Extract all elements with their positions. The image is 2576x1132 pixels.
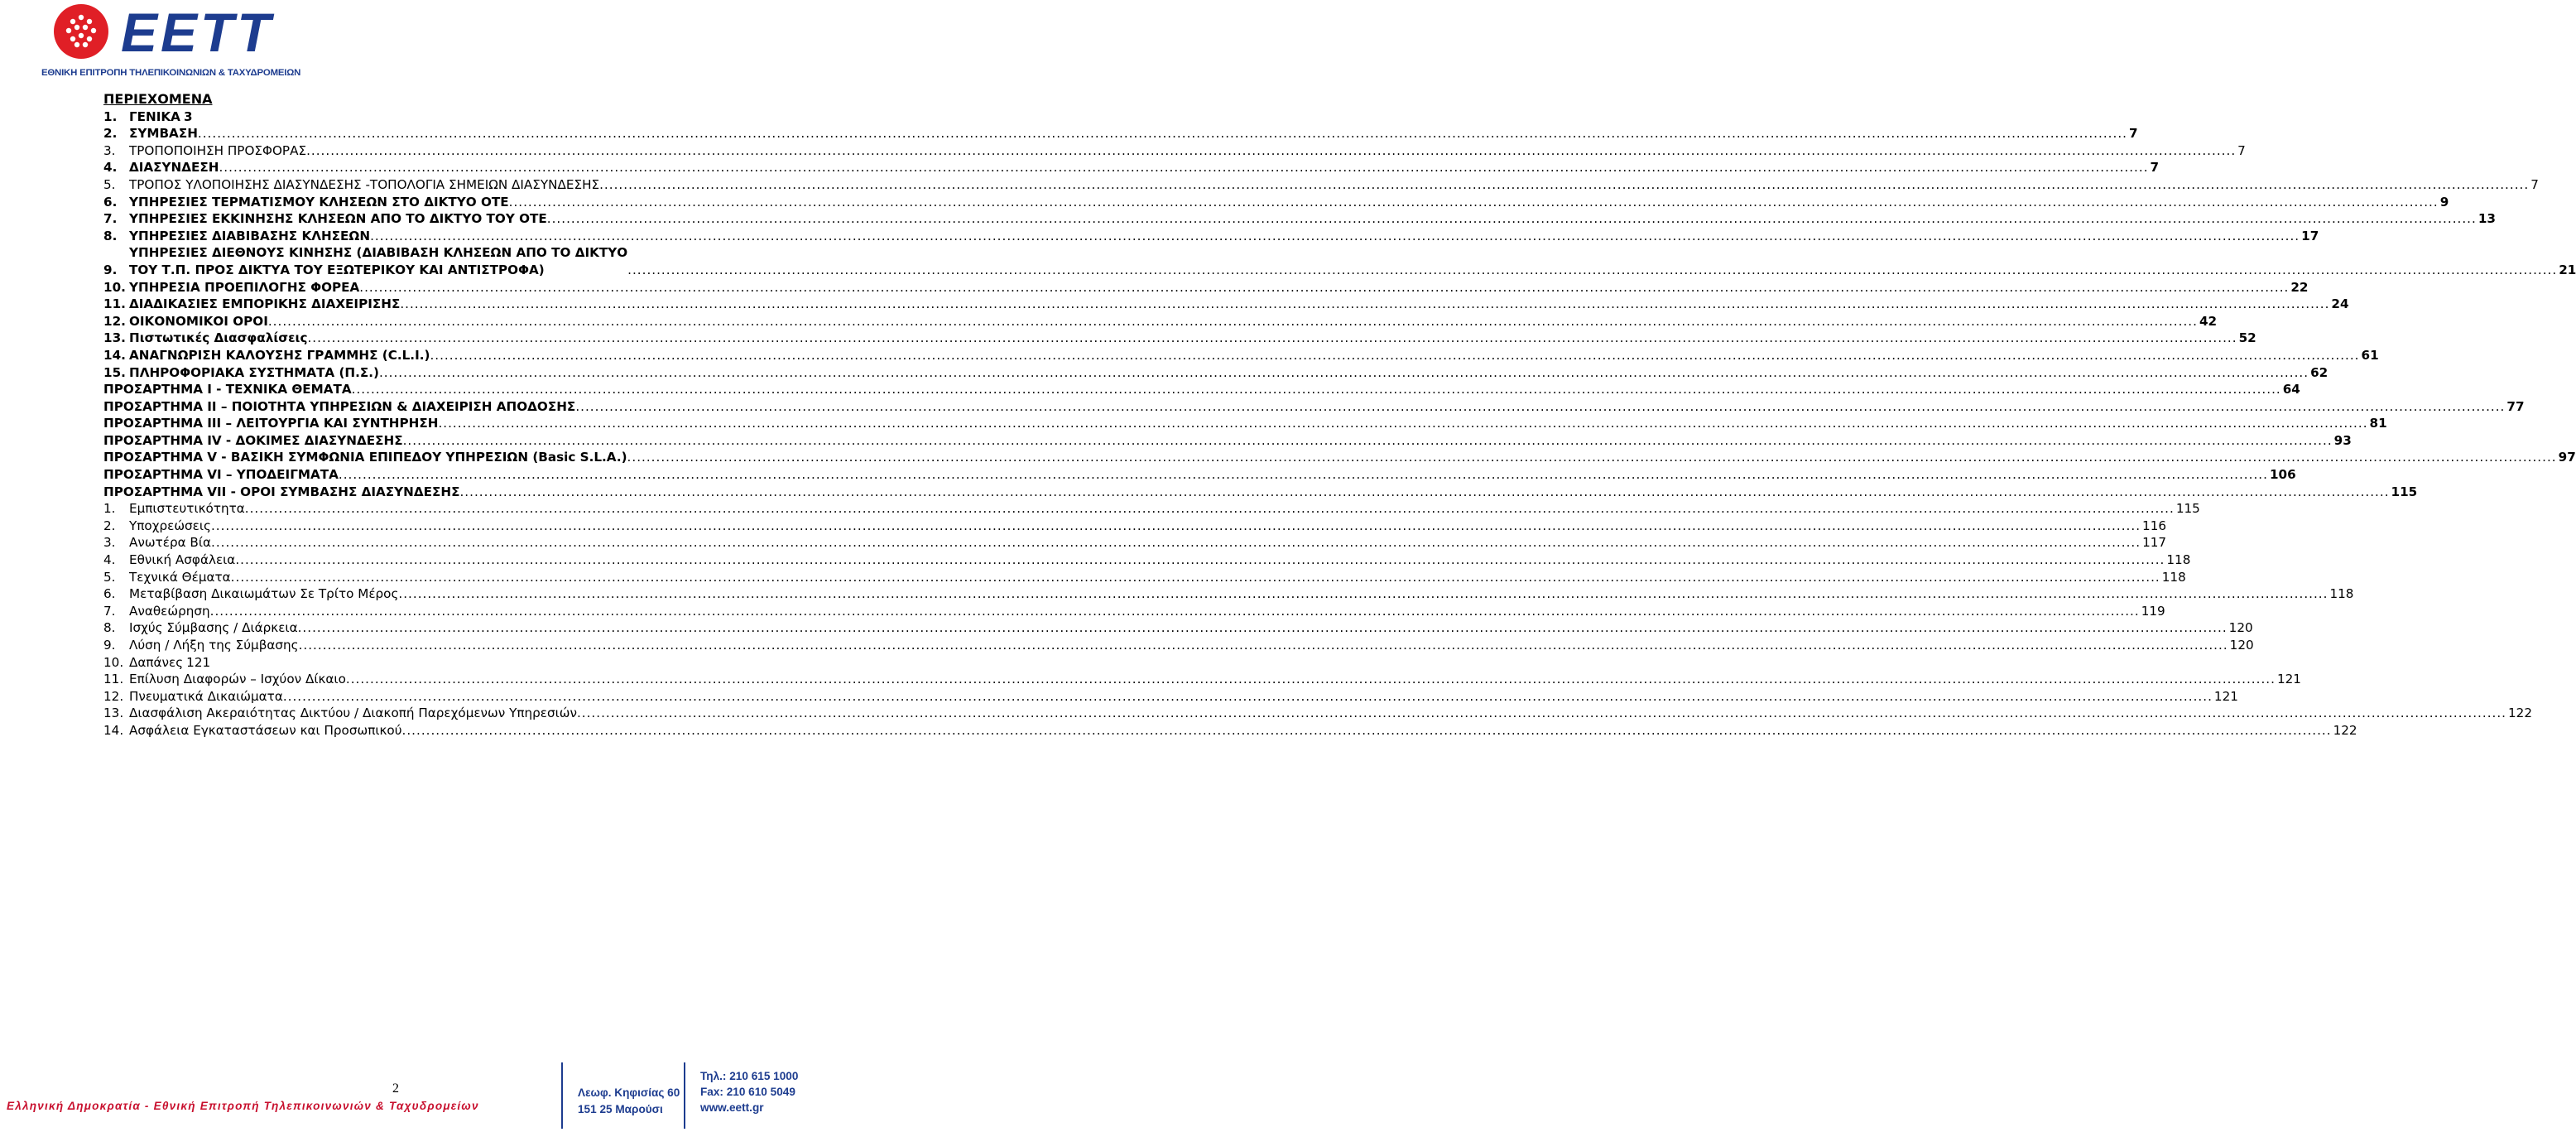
toc-dot-leader: ................................................................................................................................................................................................................................................................................................................................................................................................................ xyxy=(627,450,2557,465)
page-number: 2 xyxy=(392,1081,399,1096)
toc-entry-title: ΠΛΗΡΟΦΟΡΙΑΚΑ ΣΥΣΤΗΜΑΤΑ (Π.Σ.) xyxy=(129,364,379,380)
toc-entry-page: 120 xyxy=(2228,620,2253,636)
toc-entry[interactable] xyxy=(103,585,2354,603)
toc-entry-number: 10. xyxy=(103,279,126,295)
toc-entry-page: 119 xyxy=(2141,603,2165,619)
toc-entry-number: 7. xyxy=(103,603,116,619)
toc-dot-leader: ................................................................................................................................................................................................................................................................................................................................................................................................................ xyxy=(230,569,2160,585)
toc-entry-title: ΟΙΚΟΝΟΜΙΚΟΙ ΟΡΟΙ xyxy=(129,313,268,329)
toc-entry-page: 122 xyxy=(2333,722,2357,738)
toc-entry[interactable] xyxy=(103,705,2533,722)
toc-dot-leader: ................................................................................................................................................................................................................................................................................................................................................................................................................ xyxy=(235,552,2165,568)
toc-list xyxy=(103,108,2576,739)
toc-entry-number: 1. xyxy=(103,108,118,124)
toc-entry[interactable] xyxy=(103,210,2496,228)
toc-entry[interactable] xyxy=(103,449,2576,466)
toc-entry[interactable] xyxy=(103,518,2167,535)
address-line: 151 25 Μαρούσι xyxy=(578,1103,663,1115)
toc-entry-page: 121 xyxy=(186,654,211,670)
eett-logo xyxy=(41,2,301,81)
toc-entry-number: 9. xyxy=(103,638,116,653)
footer-band-text: Ελληνική Δημοκρατία - Εθνική Επιτροπή Τηλεπικοινωνιών & Ταχυδρομείων xyxy=(7,1100,479,1112)
toc-entry-number: 14. xyxy=(103,722,124,738)
toc-entry-number: 4. xyxy=(103,552,116,568)
toc-entry[interactable] xyxy=(103,432,2352,450)
toc-entry-title: ΔΙΑΣΥΝΔΕΣΗ xyxy=(129,160,219,176)
toc-entry-title: Τεχνικά Θέματα xyxy=(129,569,231,585)
toc-dot-leader: ................................................................................................................................................................................................................................................................................................................................................................................................................ xyxy=(627,262,2558,277)
toc-dot-leader: ................................................................................................................................................................................................................................................................................................................................................................................................................ xyxy=(576,706,2507,721)
footer-divider xyxy=(684,1062,685,1129)
toc-entry-page: 21 xyxy=(2559,262,2576,277)
toc-entry-number: 8. xyxy=(103,228,118,243)
toc-entry-number: 3. xyxy=(103,142,116,158)
toc-entry-title: ΔΙΑΔΙΚΑΣΙΕΣ ΕΜΠΟΡΙΚΗΣ ΔΙΑΧΕΙΡΙΣΗΣ xyxy=(129,296,401,312)
toc-dot-leader: ................................................................................................................................................................................................................................................................................................................................................................................................................ xyxy=(351,382,2281,397)
toc-entry-title: ΥΠΗΡΕΣΙΕΣ ΔΙΑΒΙΒΑΣΗΣ ΚΛΗΣΕΩΝ xyxy=(129,228,371,243)
toc-entry-title: ΣΥΜΒΑΣΗ xyxy=(129,126,198,142)
toc-entry-number: 3. xyxy=(103,535,116,551)
toc-entry[interactable] xyxy=(103,415,2387,432)
toc-dot-leader: ................................................................................................................................................................................................................................................................................................................................................................................................................ xyxy=(438,416,2368,431)
toc-entry[interactable] xyxy=(103,244,2576,278)
toc-dot-leader: ................................................................................................................................................................................................................................................................................................................................................................................................................ xyxy=(307,330,2237,346)
toc-entry-title xyxy=(129,244,627,278)
toc-entry-title: ΥΠΗΡΕΣΙΕΣ ΕΚΚΙΝΗΣΗΣ ΚΛΗΣΕΩΝ ΑΠΟ ΤΟ ΔΙΚΤΥΟ ΤΟΥ ΟΤΕ xyxy=(129,211,547,227)
toc-entry[interactable] xyxy=(103,176,2539,194)
toc-dot-leader: ................................................................................................................................................................................................................................................................................................................................................................................................................ xyxy=(211,535,2141,551)
toc-entry-title: Ανωτέρα Βία xyxy=(129,535,211,551)
toc-entry-page: 7 xyxy=(2530,176,2539,192)
toc-entry-page: 120 xyxy=(2229,638,2254,653)
phone-number: Τηλ.: 210 615 1000 xyxy=(700,1070,799,1082)
toc-entry-number: 11. xyxy=(103,672,124,687)
toc-dot-leader: ................................................................................................................................................................................................................................................................................................................................................................................................................ xyxy=(297,620,2228,636)
toc-entry[interactable] xyxy=(103,330,2256,347)
toc-dot-leader: ................................................................................................................................................................................................................................................................................................................................................................................................................ xyxy=(575,398,2506,414)
toc-entry-title: ΥΠΗΡΕΣΙΑ ΠΡΟΕΠΙΛΟΓΗΣ ΦΟΡΕΑ xyxy=(129,279,360,295)
toc-entry-page: 7 xyxy=(2150,160,2160,176)
toc-entry-number: 14. xyxy=(103,347,126,363)
toc-dot-leader: ................................................................................................................................................................................................................................................................................................................................................................................................................ xyxy=(599,176,2530,192)
toc-entry-title: ΠΡΟΣΑΡΤΗΜΑ Ι - ΤΕΧΝΙΚΑ ΘΕΜΑΤΑ xyxy=(103,382,352,397)
toc-entry-title: Ισχύς Σύμβασης / Διάρκεια xyxy=(129,620,298,636)
toc-dot-leader: ................................................................................................................................................................................................................................................................................................................................................................................................................ xyxy=(430,347,2360,363)
toc-entry[interactable] xyxy=(103,466,2296,484)
toc-entry-page: 81 xyxy=(2369,416,2387,431)
toc-dot-leader: ................................................................................................................................................................................................................................................................................................................................................................................................................ xyxy=(338,467,2268,483)
toc-entry-title: Διασφάλιση Ακεραιότητας Δικτύου / Διακοπή Παρεχόμενων Υπηρεσιών xyxy=(129,706,577,721)
toc-dot-leader: ................................................................................................................................................................................................................................................................................................................................................................................................................ xyxy=(459,484,2390,499)
toc-entry-title: Πιστωτικές Διασφαλίσεις xyxy=(129,330,308,346)
toc-entry-number: 12. xyxy=(103,313,126,329)
toc-entry-title: ΠΡΟΣΑΡΤΗΜΑ ΙΙ – ΠΟΙΟΤΗΤΑ ΥΠΗΡΕΣΙΩΝ & ΔΙΑΧΕΙΡΙΣΗ ΑΠΟΔΟΣΗΣ xyxy=(103,398,576,414)
toc-entry-number: 7. xyxy=(103,211,118,227)
toc-entry-page: 7 xyxy=(2128,126,2138,142)
toc-entry[interactable] xyxy=(103,619,2253,637)
logo-wordmark: ΕΕΤΤ xyxy=(121,2,274,63)
toc-entry-title: Υποχρεώσεις xyxy=(129,518,211,533)
toc-entry-title: ΤΡΟΠΟΠΟΙΗΣΗ ΠΡΟΣΦΟΡΑΣ xyxy=(129,142,307,158)
toc-entry[interactable] xyxy=(103,688,2238,706)
toc-dot-leader: ................................................................................................................................................................................................................................................................................................................................................................................................................ xyxy=(508,194,2439,210)
toc-entry-number: 8. xyxy=(103,620,116,636)
toc-entry-title: Αναθεώρηση xyxy=(129,603,210,619)
toc-dot-leader: ................................................................................................................................................................................................................................................................................................................................................................................................................ xyxy=(546,211,2477,227)
toc-entry-page: 42 xyxy=(2199,313,2218,329)
toc-dot-leader: ................................................................................................................................................................................................................................................................................................................................................................................................................ xyxy=(197,126,2127,142)
toc-entry-number: 11. xyxy=(103,296,126,312)
toc-entry[interactable] xyxy=(103,671,2301,688)
toc-entry-page: 122 xyxy=(2508,706,2533,721)
toc-entry-page: 118 xyxy=(2329,586,2354,602)
toc-entry-title-line: ΤΟΥ Τ.Π. ΠΡΟΣ ΔΙΚΤΥΑ ΤΟΥ ΕΞΩΤΕΡΙΚΟΥ ΚΑΙ ΑΝΤΙΣΤΡΟΦΑ) xyxy=(129,262,545,277)
toc-entry[interactable] xyxy=(103,279,2309,296)
toc-entry[interactable] xyxy=(103,603,2165,620)
toc-dot-leader: ................................................................................................................................................................................................................................................................................................................................................................................................................ xyxy=(370,228,2300,243)
toc-entry-page: 115 xyxy=(2175,501,2200,517)
toc-dot-leader: ................................................................................................................................................................................................................................................................................................................................................................................................................ xyxy=(244,501,2175,517)
toc-entry-page: 7 xyxy=(2237,142,2246,158)
toc-dot-leader: ................................................................................................................................................................................................................................................................................................................................................................................................................ xyxy=(298,638,2228,653)
toc-entry-page: 77 xyxy=(2506,398,2525,414)
toc-entry[interactable] xyxy=(103,500,2200,518)
toc-entry-page: 118 xyxy=(2166,552,2191,568)
toc-entry-title: ΓΕΝΙΚΑ xyxy=(129,108,180,124)
toc-entry-number: 9. xyxy=(103,262,118,277)
toc-entry-page: 52 xyxy=(2238,330,2256,346)
toc-entry-page: 121 xyxy=(2213,688,2238,704)
toc-entry-title: Δαπάνες xyxy=(129,654,184,670)
toc-entry-page: 93 xyxy=(2333,432,2352,448)
toc-entry-title: ΠΡΟΣΑΡΤΗΜΑ VII - ΟΡΟΙ ΣΥΜΒΑΣΗΣ ΔΙΑΣΥΝΔΕΣΗΣ xyxy=(103,484,460,499)
toc-entry[interactable] xyxy=(103,484,2418,501)
toc-entry[interactable] xyxy=(103,364,2328,382)
toc-dot-leader: ................................................................................................................................................................................................................................................................................................................................................................................................................ xyxy=(306,142,2237,158)
toc-entry-page: 106 xyxy=(2269,467,2296,483)
toc-entry-title: Μεταβίβαση Δικαιωμάτων Σε Τρίτο Μέρος xyxy=(129,586,399,602)
toc-entry-page: 97 xyxy=(2558,450,2576,465)
website-link[interactable]: www.eett.gr xyxy=(700,1101,764,1114)
toc-entry-number: 12. xyxy=(103,688,124,704)
toc-entry[interactable] xyxy=(103,125,2138,142)
toc-entry-page: 9 xyxy=(2439,194,2449,210)
toc-entry[interactable] xyxy=(103,552,2191,569)
toc-entry[interactable] xyxy=(103,722,2357,739)
toc-entry-number: 13. xyxy=(103,330,126,346)
toc-entry-page: 3 xyxy=(183,108,193,124)
toc-dot-leader: ................................................................................................................................................................................................................................................................................................................................................................................................................ xyxy=(345,672,2276,687)
toc-dot-leader: ................................................................................................................................................................................................................................................................................................................................................................................................................ xyxy=(402,432,2333,448)
toc-entry-title: Εμπιστευτικότητα xyxy=(129,501,245,517)
toc-entry[interactable] xyxy=(103,654,718,672)
toc-entry[interactable] xyxy=(103,194,2449,211)
footer-divider xyxy=(561,1062,563,1129)
toc-entry-page: 117 xyxy=(2142,535,2167,551)
toc-entry-page: 118 xyxy=(2161,569,2186,585)
toc-dot-leader: ................................................................................................................................................................................................................................................................................................................................................................................................................ xyxy=(219,160,2149,176)
toc-entry-title: ΑΝΑΓΝΩΡΙΣΗ ΚΑΛΟΥΣΗΣ ΓΡΑΜΜΗΣ (C.L.I.) xyxy=(129,347,430,363)
toc-entry-number: 2. xyxy=(103,126,118,142)
toc-entry-number: 13. xyxy=(103,706,124,721)
toc-entry-page: 121 xyxy=(2276,672,2301,687)
logo-emblem-icon xyxy=(53,3,109,60)
toc-entry-title: Πνευματικά Δικαιώματα xyxy=(129,688,283,704)
toc-entry-number: 6. xyxy=(103,194,118,210)
toc-dot-leader: ................................................................................................................................................................................................................................................................................................................................................................................................................ xyxy=(210,518,2141,533)
toc-entry[interactable] xyxy=(103,569,2186,586)
toc-dot-leader: ................................................................................................................................................................................................................................................................................................................................................................................................................ xyxy=(267,313,2198,329)
toc-entry-title: ΤΡΟΠΟΣ ΥΛΟΠΟΙΗΣΗΣ ΔΙΑΣΥΝΔΕΣΗΣ -ΤΟΠΟΛΟΓΙΑ ΣΗΜΕΙΩΝ ΔΙΑΣΥΝΔΕΣΗΣ xyxy=(129,176,600,192)
toc-entry[interactable] xyxy=(103,381,2300,398)
toc-entry-title: ΠΡΟΣΑΡΤΗΜΑ ΙV - ΔΟΚΙΜΕΣ ΔΙΑΣΥΝΔΕΣΗΣ xyxy=(103,432,403,448)
toc-entry[interactable] xyxy=(103,159,2160,176)
toc-entry-number: 10. xyxy=(103,654,124,670)
toc-entry[interactable] xyxy=(103,228,2319,245)
toc-entry-page: 64 xyxy=(2282,382,2300,397)
toc-entry[interactable] xyxy=(103,142,2246,160)
toc-dot-leader: ................................................................................................................................................................................................................................................................................................................................................................................................................ xyxy=(401,722,2332,738)
toc-entry[interactable] xyxy=(103,313,2218,330)
toc-entry-title-line: ΥΠΗΡΕΣΙΕΣ ΔΙΕΘΝΟΥΣ ΚΙΝΗΣΗΣ (ΔΙΑΒΙΒΑΣΗ ΚΛΗΣΕΩΝ ΑΠΟ ΤΟ ΔΙΚΤΥΟ xyxy=(129,245,628,261)
toc-entry-page: 61 xyxy=(2361,347,2379,363)
toc-entry[interactable] xyxy=(103,347,2379,364)
toc-entry[interactable] xyxy=(103,108,718,126)
toc-entry-page: 116 xyxy=(2142,518,2167,533)
toc-entry-number: 6. xyxy=(103,586,116,602)
toc-entry-title: Ασφάλεια Εγκαταστάσεων και Προσωπικού xyxy=(129,722,402,738)
toc-entry-number: 5. xyxy=(103,176,116,192)
toc-entry-title: ΠΡΟΣΑΡΤΗΜΑ VI – ΥΠΟΔΕΙΓΜΑΤΑ xyxy=(103,467,339,483)
toc-entry-page: 62 xyxy=(2310,364,2328,380)
toc-entry[interactable] xyxy=(103,534,2167,552)
toc-entry[interactable] xyxy=(103,296,2349,313)
table-of-contents xyxy=(103,91,2576,739)
logo-subtitle: ΕΘΝΙΚΗ ΕΠΙΤΡΟΠΗ ΤΗΛΕΠΙΚΟΙΝΩΝΙΩΝ & ΤΑΧΥΔΡΟΜΕΙΩΝ xyxy=(41,68,301,78)
toc-entry-number: 4. xyxy=(103,160,118,176)
toc-entry-title: ΠΡΟΣΑΡΤΗΜΑ V - ΒΑΣΙΚΗ ΣΥΜΦΩΝΙΑ ΕΠΙΠΕΔΟΥ ΥΠΗΡΕΣΙΩΝ (Basic S.L.A.) xyxy=(103,450,627,465)
toc-entry-title: ΥΠΗΡΕΣΙΕΣ ΤΕΡΜΑΤΙΣΜΟΥ ΚΛΗΣΕΩΝ ΣΤΟ ΔΙΚΤΥΟ ΟΤΕ xyxy=(129,194,509,210)
toc-title: ΠΕΡΙΕΧΟΜΕΝΑ xyxy=(103,91,213,107)
toc-entry[interactable] xyxy=(103,637,2254,654)
toc-dot-leader: ................................................................................................................................................................................................................................................................................................................................................................................................................ xyxy=(282,688,2213,704)
toc-entry-number: 1. xyxy=(103,501,116,517)
toc-entry-page: 24 xyxy=(2331,296,2349,312)
toc-entry-title: ΠΡΟΣΑΡΤΗΜΑ ΙΙΙ – ΛΕΙΤΟΥΡΓΙΑ ΚΑΙ ΣΥΝΤΗΡΗΣΗ xyxy=(103,416,439,431)
toc-dot-leader: ................................................................................................................................................................................................................................................................................................................................................................................................................ xyxy=(209,603,2140,619)
toc-entry-number: 15. xyxy=(103,364,126,380)
toc-entry-title: Επίλυση Διαφορών – Ισχύον Δίκαιο xyxy=(129,672,346,687)
toc-entry-number: 5. xyxy=(103,569,116,585)
toc-entry[interactable] xyxy=(103,398,2525,416)
toc-dot-leader: ................................................................................................................................................................................................................................................................................................................................................................................................................ xyxy=(400,296,2330,312)
toc-dot-leader: ................................................................................................................................................................................................................................................................................................................................................................................................................ xyxy=(378,364,2309,380)
address-line: Λεωφ. Κηφισίας 60 xyxy=(578,1086,680,1099)
toc-entry-page: 13 xyxy=(2477,211,2496,227)
toc-entry-page: 115 xyxy=(2391,484,2418,499)
toc-entry-page: 22 xyxy=(2290,279,2309,295)
footer-address xyxy=(578,1085,680,1118)
footer-contact xyxy=(700,1068,798,1115)
toc-dot-leader: ................................................................................................................................................................................................................................................................................................................................................................................................................ xyxy=(398,586,2328,602)
toc-dot-leader: ................................................................................................................................................................................................................................................................................................................................................................................................................ xyxy=(359,279,2290,295)
fax-number: Fax: 210 610 5049 xyxy=(700,1086,795,1098)
toc-entry-title: Λύση / Λήξη της Σύμβασης xyxy=(129,638,299,653)
toc-entry-number: 2. xyxy=(103,518,116,533)
toc-entry-title: Εθνική Ασφάλεια xyxy=(129,552,236,568)
toc-entry-page: 17 xyxy=(2301,228,2319,243)
